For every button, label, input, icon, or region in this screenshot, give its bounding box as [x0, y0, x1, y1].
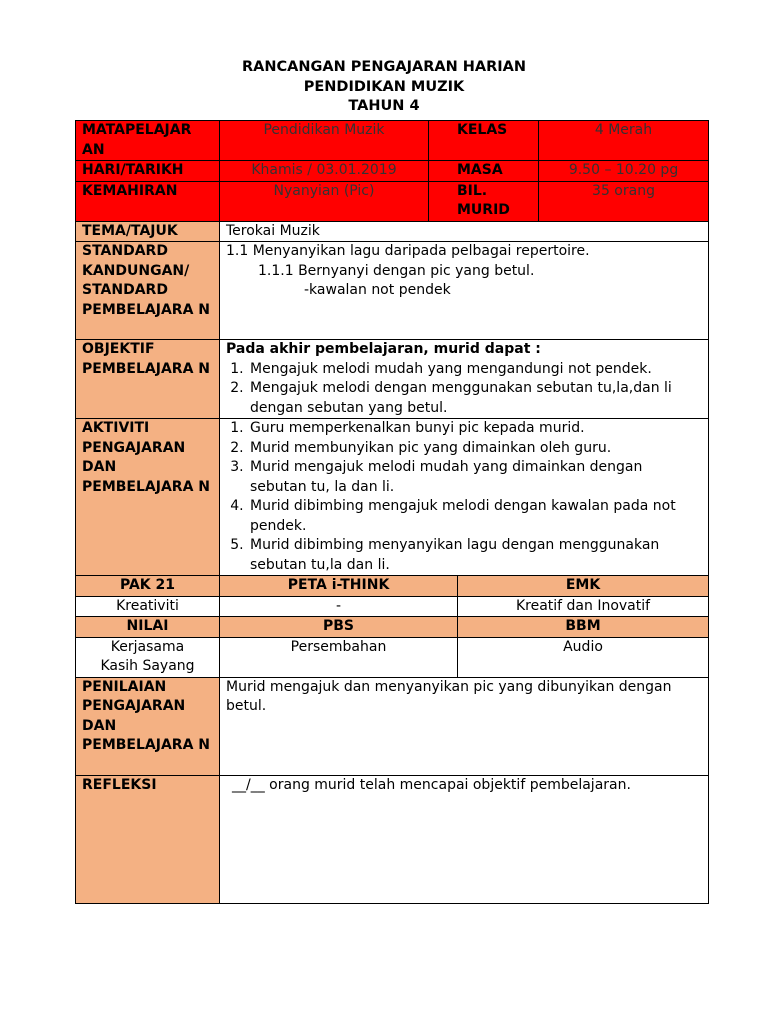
pak21-header: PAK 21: [76, 576, 220, 597]
row-penilaian: [76, 677, 709, 775]
list-item: 1. Mengajuk melodi mudah yang mengandungi not pendek.: [248, 360, 702, 380]
peta-ithink-value: -: [220, 596, 458, 617]
row-hari: [76, 161, 709, 182]
pbs-header: PBS: [220, 617, 458, 638]
document-title: [0, 58, 768, 117]
objektif-content: [220, 340, 709, 419]
row-refleksi: [76, 775, 709, 903]
row-objektif: [76, 340, 709, 419]
objektif-list: [226, 360, 702, 419]
refleksi-label: REFLEKSI: [76, 775, 220, 903]
list-item: 3. Murid mengajuk melodi mudah yang dimainkan dengan sebutan tu, la dan li.: [248, 458, 702, 497]
objektif-label: OBJEKTIF PEMBELAJARA N: [76, 340, 220, 419]
aktiviti-list: [226, 419, 702, 575]
title-line-1: RANCANGAN PENGAJARAN HARIAN: [241, 59, 527, 75]
row-standard: [76, 242, 709, 340]
bbm-header: BBM: [458, 617, 709, 638]
aktiviti-content: [220, 419, 709, 576]
row-aktiviti: [76, 419, 709, 576]
row-nilai-values: [76, 637, 709, 677]
title-line-2: PENDIDIKAN MUZIK: [303, 78, 465, 95]
row-nilai-header: [76, 617, 709, 638]
row-kemahiran: [76, 181, 709, 221]
penilaian-label: PENILAIAN PENGAJARAN DAN PEMBELAJARA N: [76, 677, 220, 775]
title-line-3: TAHUN 4: [348, 98, 420, 114]
standard-line-1: 1.1 Menyanyikan lagu daripada pelbagai repertoire.: [226, 243, 590, 259]
pbs-value: Persembahan: [220, 637, 458, 677]
tema-label: TEMA/TAJUK: [76, 221, 220, 242]
list-item: 4. Murid dibimbing mengajuk melodi dengan kawalan pada not pendek.: [248, 497, 702, 536]
list-item: 1. Guru memperkenalkan bunyi pic kepada murid.: [248, 419, 702, 439]
aktiviti-label: AKTIVITI PENGAJARAN DAN PEMBELAJARA N: [76, 419, 220, 576]
nilai-value-1: Kerjasama: [110, 638, 185, 655]
masa-value: 9.50 – 10.20 pg: [539, 161, 709, 182]
lesson-plan-table: [75, 120, 709, 904]
tema-value: Terokai Muzik: [220, 221, 709, 242]
penilaian-value: Murid mengajuk dan menyanyikan pic yang dibunyikan dengan betul.: [220, 677, 709, 775]
hari-label: HARI/TARIKH: [76, 161, 220, 182]
bbm-value: Audio: [458, 637, 709, 677]
standard-line-2: 1.1.1 Bernyanyi dengan pic yang betul.: [258, 262, 535, 279]
hari-value: Khamis / 03.01.2019: [220, 161, 429, 182]
nilai-value-2: Kasih Sayang: [100, 658, 195, 674]
kemahiran-label: KEMAHIRAN: [76, 181, 220, 221]
peta-ithink-header: PETA i-THINK: [220, 576, 458, 597]
nilai-value: [76, 637, 220, 677]
pak21-value: Kreativiti: [76, 596, 220, 617]
list-item: 2. Mengajuk melodi dengan menggunakan sebutan tu,la,dan li dengan sebutan yang betul.: [248, 379, 702, 418]
bil-murid-label: BIL. MURID: [429, 181, 539, 221]
nilai-header: NILAI: [76, 617, 220, 638]
emk-header: EMK: [458, 576, 709, 597]
row-pak-header: [76, 576, 709, 597]
list-item: 2. Murid membunyikan pic yang dimainkan oleh guru.: [248, 439, 702, 459]
kelas-value: 4 Merah: [539, 121, 709, 161]
list-item: 5. Murid dibimbing menyanyikan lagu dengan menggunakan sebutan tu,la dan li.: [248, 536, 702, 575]
kemahiran-value: Nyanyian (Pic): [220, 181, 429, 221]
refleksi-value: __/__ orang murid telah mencapai objektif pembelajaran.: [220, 775, 709, 903]
masa-label: MASA: [429, 161, 539, 182]
row-matapelajaran: [76, 121, 709, 161]
matapelajaran-value: Pendidikan Muzik: [220, 121, 429, 161]
objektif-intro: Pada akhir pembelajaran, murid dapat :: [226, 341, 541, 357]
row-pak-values: [76, 596, 709, 617]
bil-murid-value: 35 orang: [539, 181, 709, 221]
standard-label: STANDARD KANDUNGAN/ STANDARD PEMBELAJARA N: [76, 242, 220, 340]
standard-line-3: -kawalan not pendek: [304, 282, 451, 298]
emk-value: Kreatif dan Inovatif: [458, 596, 709, 617]
kelas-label: KELAS: [429, 121, 539, 161]
row-tema: [76, 221, 709, 242]
standard-content: [220, 242, 709, 340]
matapelajaran-label: MATAPELAJAR AN: [76, 121, 220, 161]
